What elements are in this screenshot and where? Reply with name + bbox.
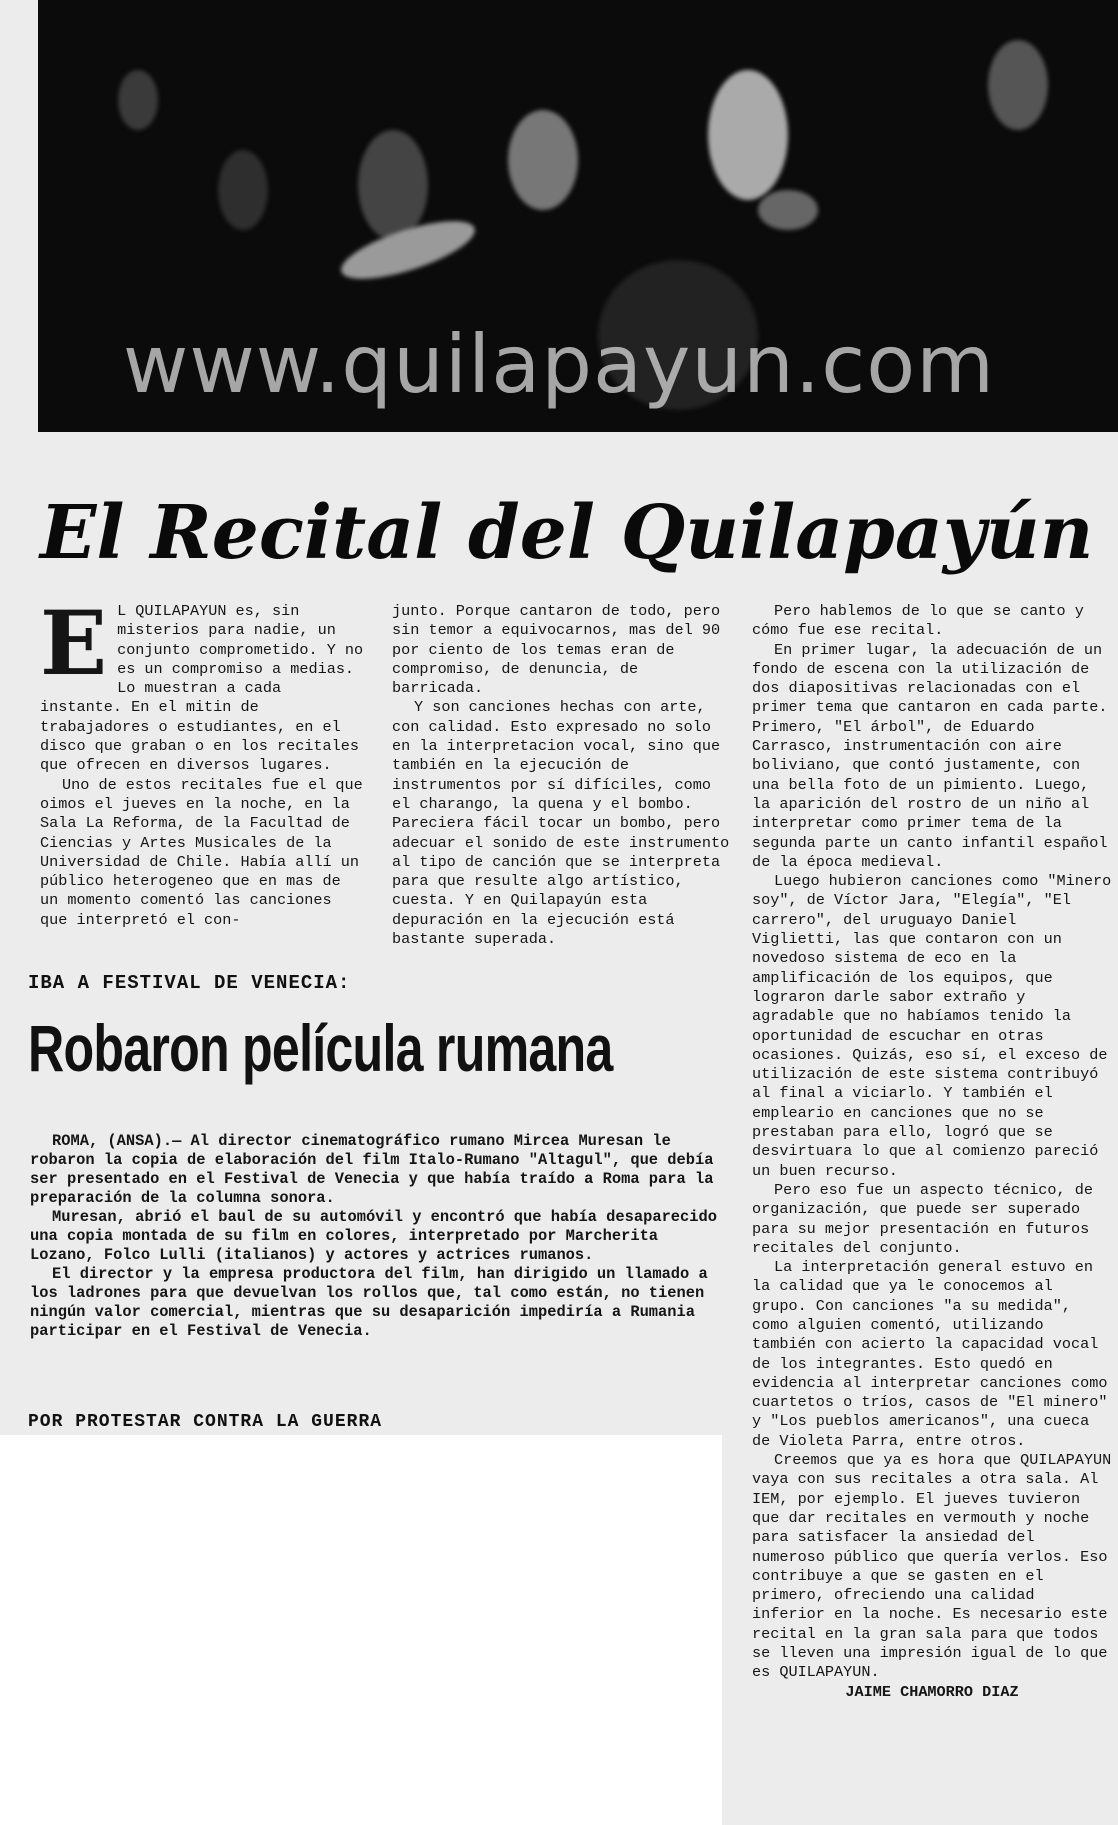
paragraph: En primer lugar, la adecuación de un fondo de escena con la utilización de dos diapositivas relacionadas con el primer tema que cantaron en cada parte. Primero, "El árbol", de Eduardo Carrasco, instrumentación con aire boliviano, que contó justamente, con una bella foto de un pimiento. Luego, la aparición del rostro de un niño al interpretar como primer tema de la segunda parte un canto infantil español de la época medieval. [752, 640, 1108, 871]
paragraph: ROMA, (ANSA).— Al director cinematográfico rumano Mircea Muresan le robaron la copia de elaboración del film Italo-Rumano "Altagul", que debía ser presentado en el Festival de Venecia y que había traído a Roma para la preparación de la columna sonora. [30, 1132, 714, 1207]
article-headline: El Recital del Quilapayún [40, 490, 1094, 576]
paragraph: Luego hubieron canciones como "Minero soy", de Víctor Jara, "Elegía", "El carrero", del uruguayo Daniel Viglietti, las que contaron con un novedoso sistema de eco en la amplificación de los equipos, que lograron darle sabor extraño y agradable que no habíamos tenido la oportunidad de escuchar en otras ocasiones. Quizás, eso sí, el exceso de utilización de este sistema contribuyó al final a viciarlo. Y también el empleario en canciones que no se prestaban para ello, logró que se desvirtuara lo que al comienzo pareció un buen recurso. [752, 872, 1112, 1180]
paragraph: El director y la empresa productora del film, han dirigido un llamado a los ladrones para que devuelvan los rollos que, tal como están, no tienen ningún valor comercial, mientras que su desaparición impediría a Rumania participar en el Festival de Venecia. [30, 1265, 708, 1340]
article-column-3 [752, 602, 1112, 1702]
paragraph: Y son canciones hechas con arte, con calidad. Esto expresado no solo en la interpretacion vocal, sino que también en la ejecución de instrumentos por sí difíciles, como el charango, la quena y el bombo. Pareciera fácil tocar un bombo, pero adecuar el sonido de este instrumento al tipo de canción que se interpreta para que resulte algo artístico, cuesta. Y en Quilapayún esta depuración en la ejecución está bastante superada. [392, 698, 730, 949]
article-column-2 [392, 602, 732, 949]
paragraph: junto. Porque cantaron de todo, pero sin temor a equivocarnos, mas del 90 por ciento de los temas eran de compromiso, de denuncia, de barricada. [392, 602, 721, 698]
paragraph: La interpretación general estuvo en la calidad que ya le conocemos al grupo. Con canciones "a su medida", como alguien comentó, utilizando también con acierto la capacidad vocal de los integrantes. Esto quedó en evidencia al interpretar canciones como cuartetos o tríos, casos de "El minero" y "Los pueblos americanos", una cueca de Violeta Parra, entre otros. [752, 1258, 1108, 1450]
paragraph: L QUILAPAYUN es, sin misterios para nadie, un conjunto comprometido. Y no es un compromiso a medias. Lo muestran a cada instante. En el mitin de trabajadores o estudiantes, en el disco que graban o en los recitales que ofrecen en diversos lugares. [40, 602, 364, 775]
paragraph: Uno de estos recitales fue el que oimos el jueves en la noche, en la Sala La Reforma, de la Facultad de Ciencias y Artes Musicales de la Universidad de Chile. Había allí un público heterogeneo que en mas de un momento comentó las canciones que interpretó el con- [40, 775, 363, 929]
drop-cap: E [40, 591, 108, 695]
paragraph: Pero hablemos de lo que se canto y cómo fue ese recital. [752, 602, 1084, 640]
site-watermark: www.quilapayun.com [122, 318, 996, 411]
paragraph: Creemos que ya es hora que QUILAPAYUN vaya con sus recitales a otra sala. Al IEM, por ejemplo. El jueves tuvieron que dar recitales en vermouth y noche para satisfacer la ansiedad del numeroso público que quería verlos. Eso contribuye a que se gasten en el primero, ofreciendo una calidad inferior en la noche. Es necesario este recital en la gran sala para que todos se lleven una impresión igual de lo que es QUILAPAYUN. [752, 1451, 1112, 1682]
article-column-1 [40, 591, 366, 930]
article-kicker: POR PROTESTAR CONTRA LA GUERRA [28, 1412, 383, 1432]
article-body [30, 1132, 726, 1341]
paragraph: Muresan, abrió el baul de su automóvil y encontró que había desaparecido una copia montada de su film en colores, interpretado por Marcherita Lozano, Folco Lulli (italianos) y actores y actrices rumanos. [30, 1208, 717, 1264]
article-kicker: IBA A FESTIVAL DE VENECIA: [28, 972, 351, 994]
article-headline: Robaron película rumana [28, 1011, 613, 1085]
paragraph: Pero eso fue un aspecto técnico, de organización, que puede ser superado para su mejor presentación en futuros recitales del conjunto. [752, 1180, 1093, 1257]
author-byline: JAIME CHAMORRO DIAZ [845, 1682, 1019, 1701]
